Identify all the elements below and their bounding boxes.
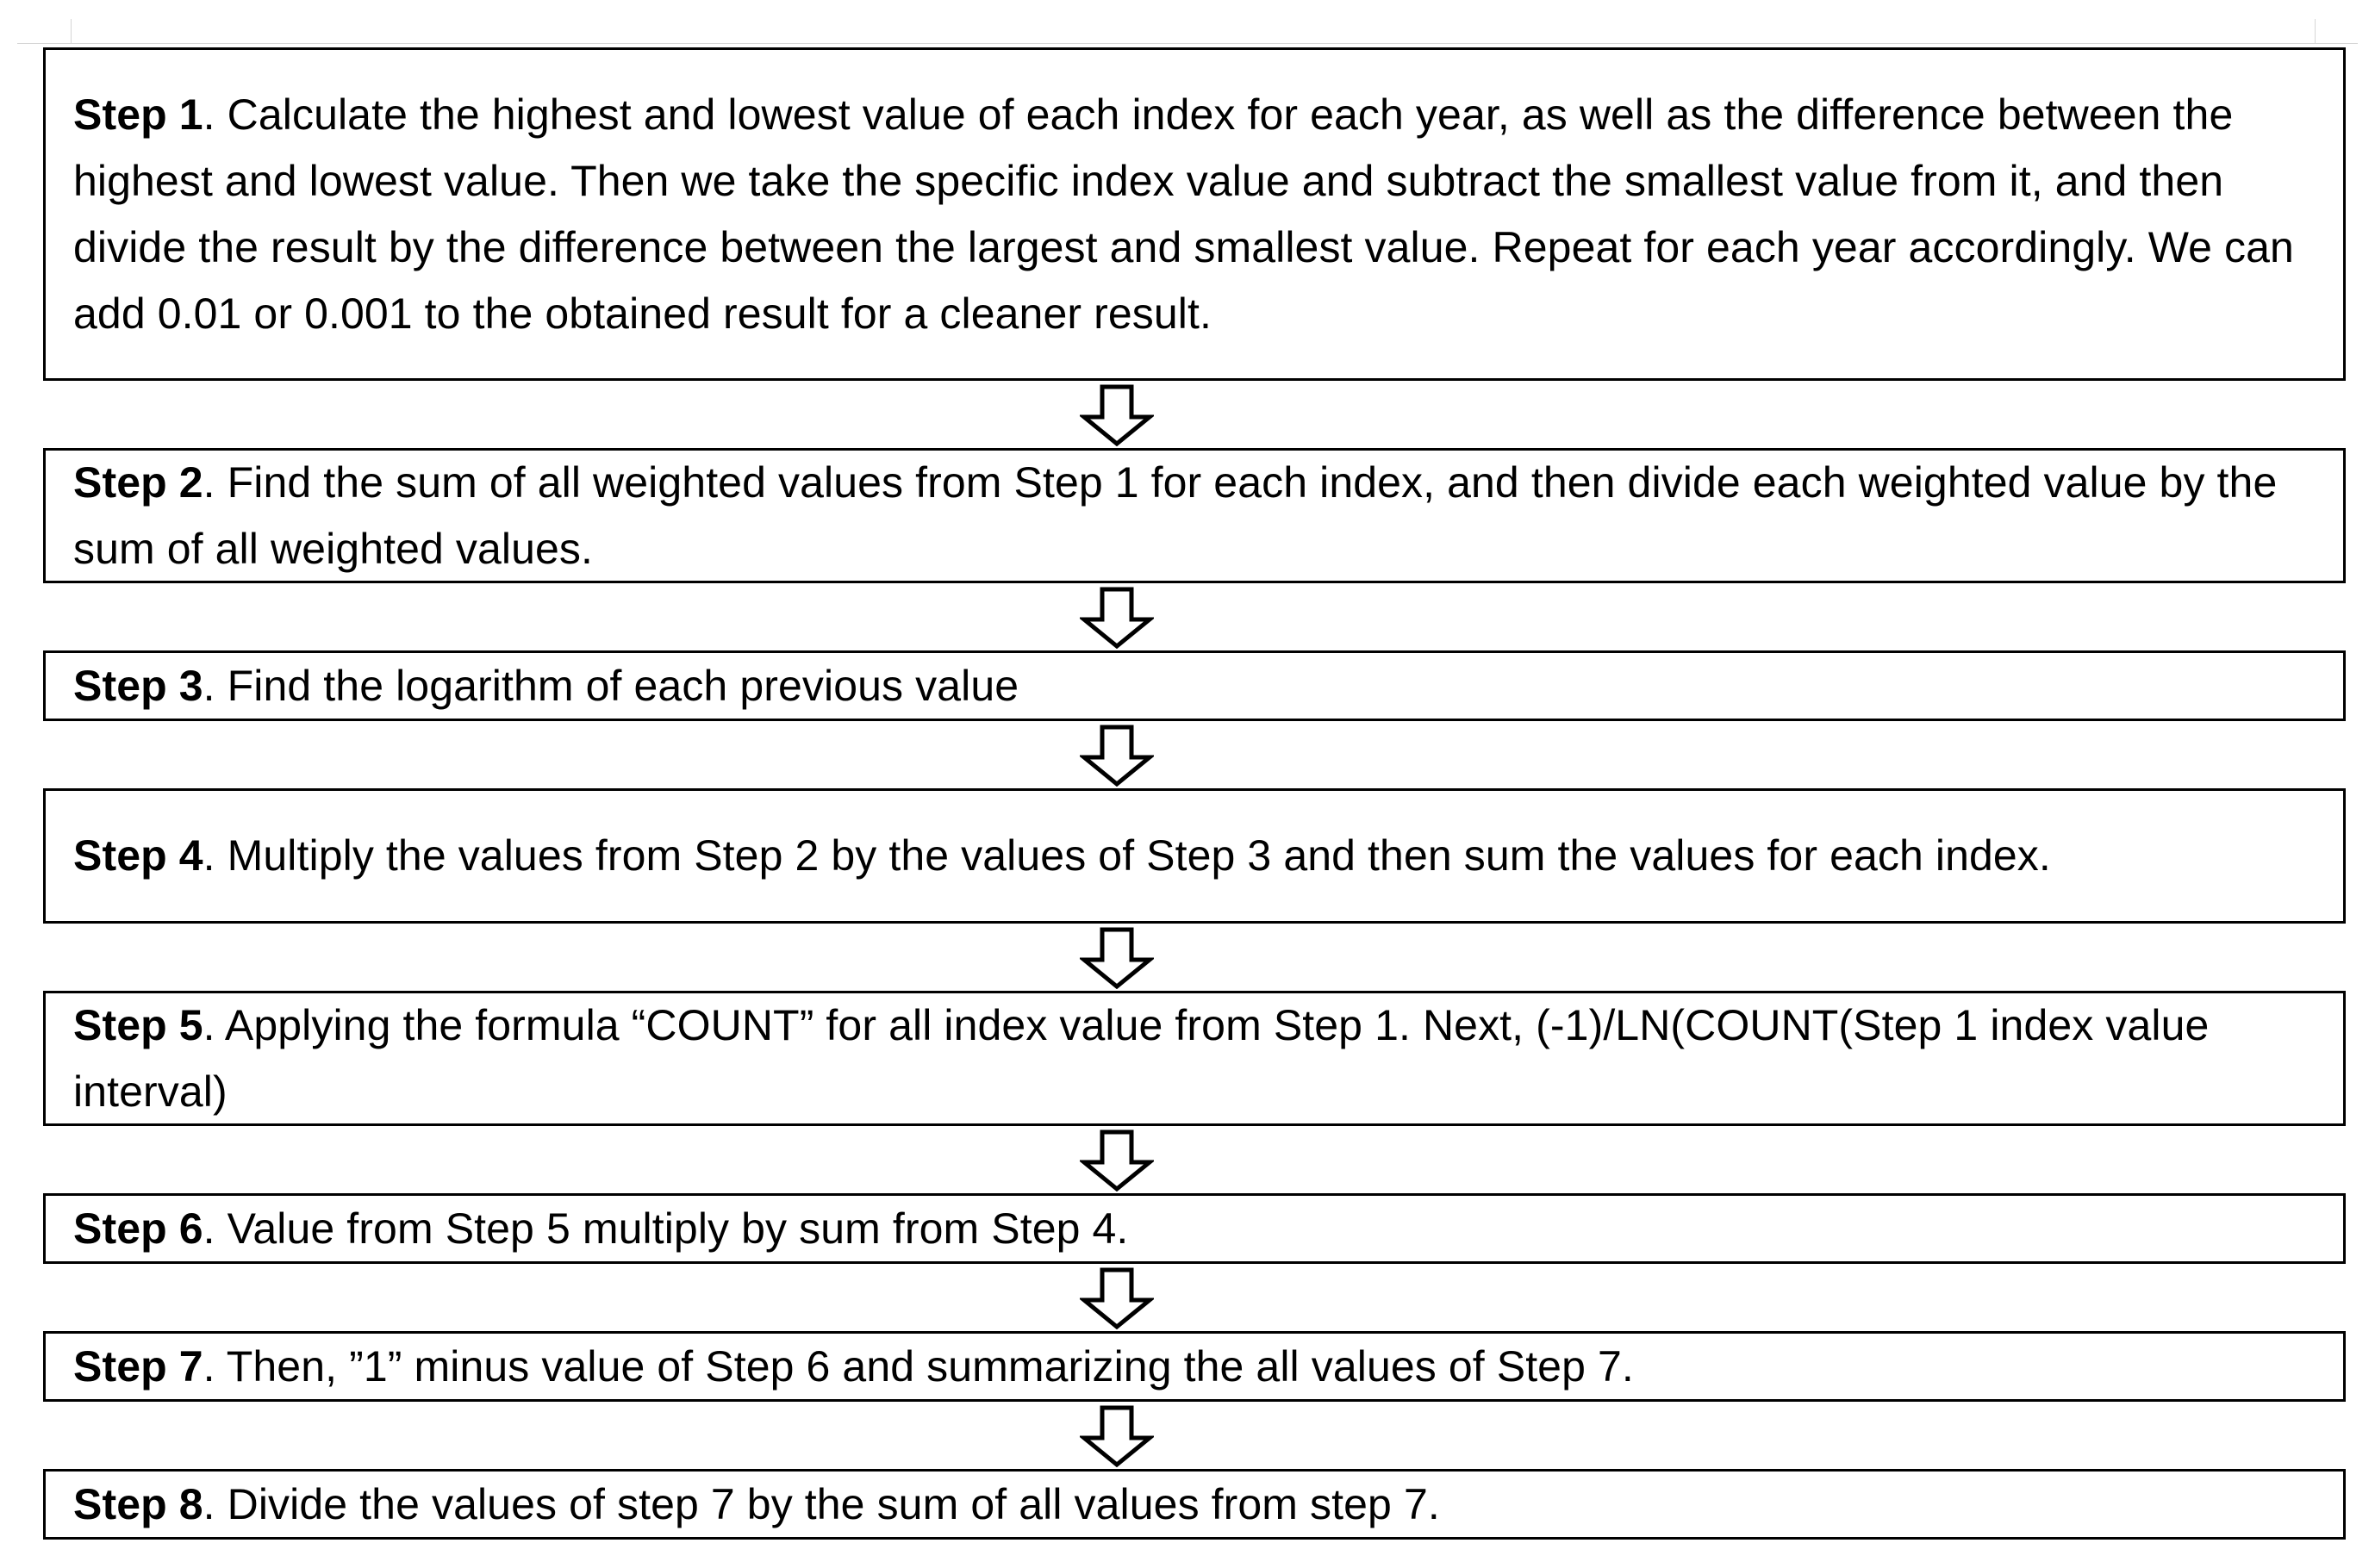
step-1-description: . Calculate the highest and lowest value of each index for each year, as well as the difference between the highest and lowest value. Then we take the specific index value and subtract the smallest value from it, and then divide the result by the difference between the largest and smallest value. Repeat for each year accordingly. We can add 0.01 or 0.001 to the obtained result for a cleaner result. (73, 90, 2294, 338)
step-5-label: Step 5 (73, 1000, 203, 1049)
step-5-box (43, 991, 2346, 1126)
down-arrow-icon (1080, 1267, 1154, 1329)
step-6-label: Step 6 (73, 1204, 203, 1253)
step-4-text-block (73, 823, 2317, 889)
down-arrow-icon (1080, 1405, 1154, 1467)
step-3-box (43, 650, 2346, 721)
step-2-label: Step 2 (73, 457, 203, 507)
down-arrow-icon (1080, 927, 1154, 989)
page-corner-mark-left (71, 19, 72, 43)
step-3-description: . Find the logarithm of each previous value (203, 661, 1019, 710)
page-edge-line (17, 43, 2358, 44)
down-arrow-icon (1080, 1129, 1154, 1192)
step-6-text-block (73, 1196, 2317, 1262)
step-2-text-block (73, 450, 2317, 582)
step-6-box (43, 1193, 2346, 1264)
step-5-text-block (73, 992, 2317, 1125)
step-1-box (43, 47, 2346, 381)
step-8-text-block (73, 1472, 2317, 1538)
step-4-label: Step 4 (73, 831, 203, 880)
step-3-text-block (73, 653, 2317, 719)
down-arrow-icon (1080, 384, 1154, 446)
step-5-description: . Applying the formula “COUNT” for all index value from Step 1. Next, (-1)/LN(COUNT(Step 1 index value interval) (73, 1000, 2210, 1116)
down-arrow-icon (1080, 587, 1154, 649)
step-7-label: Step 7 (73, 1341, 203, 1391)
step-7-box (43, 1331, 2346, 1402)
step-4-box (43, 788, 2346, 924)
step-2-box (43, 448, 2346, 583)
step-3-label: Step 3 (73, 661, 203, 710)
step-8-box (43, 1469, 2346, 1540)
step-8-label: Step 8 (73, 1479, 203, 1528)
step-4-description: . Multiply the values from Step 2 by the values of Step 3 and then sum the values for each index. (203, 831, 2051, 880)
step-7-description: . Then, ”1” minus value of Step 6 and summarizing the all values of Step 7. (203, 1341, 1634, 1391)
step-2-description: . Find the sum of all weighted values from Step 1 for each index, and then divide each weighted value by the sum of all weighted values. (73, 457, 2278, 573)
down-arrow-icon (1080, 725, 1154, 787)
page-corner-mark-right (2315, 19, 2316, 43)
step-8-description: . Divide the values of step 7 by the sum of all values from step 7. (203, 1479, 1440, 1528)
step-7-text-block (73, 1334, 2317, 1400)
step-6-description: . Value from Step 5 multiply by sum from Step 4. (203, 1204, 1129, 1253)
step-1-text-block (73, 82, 2317, 347)
step-1-label: Step 1 (73, 90, 203, 139)
